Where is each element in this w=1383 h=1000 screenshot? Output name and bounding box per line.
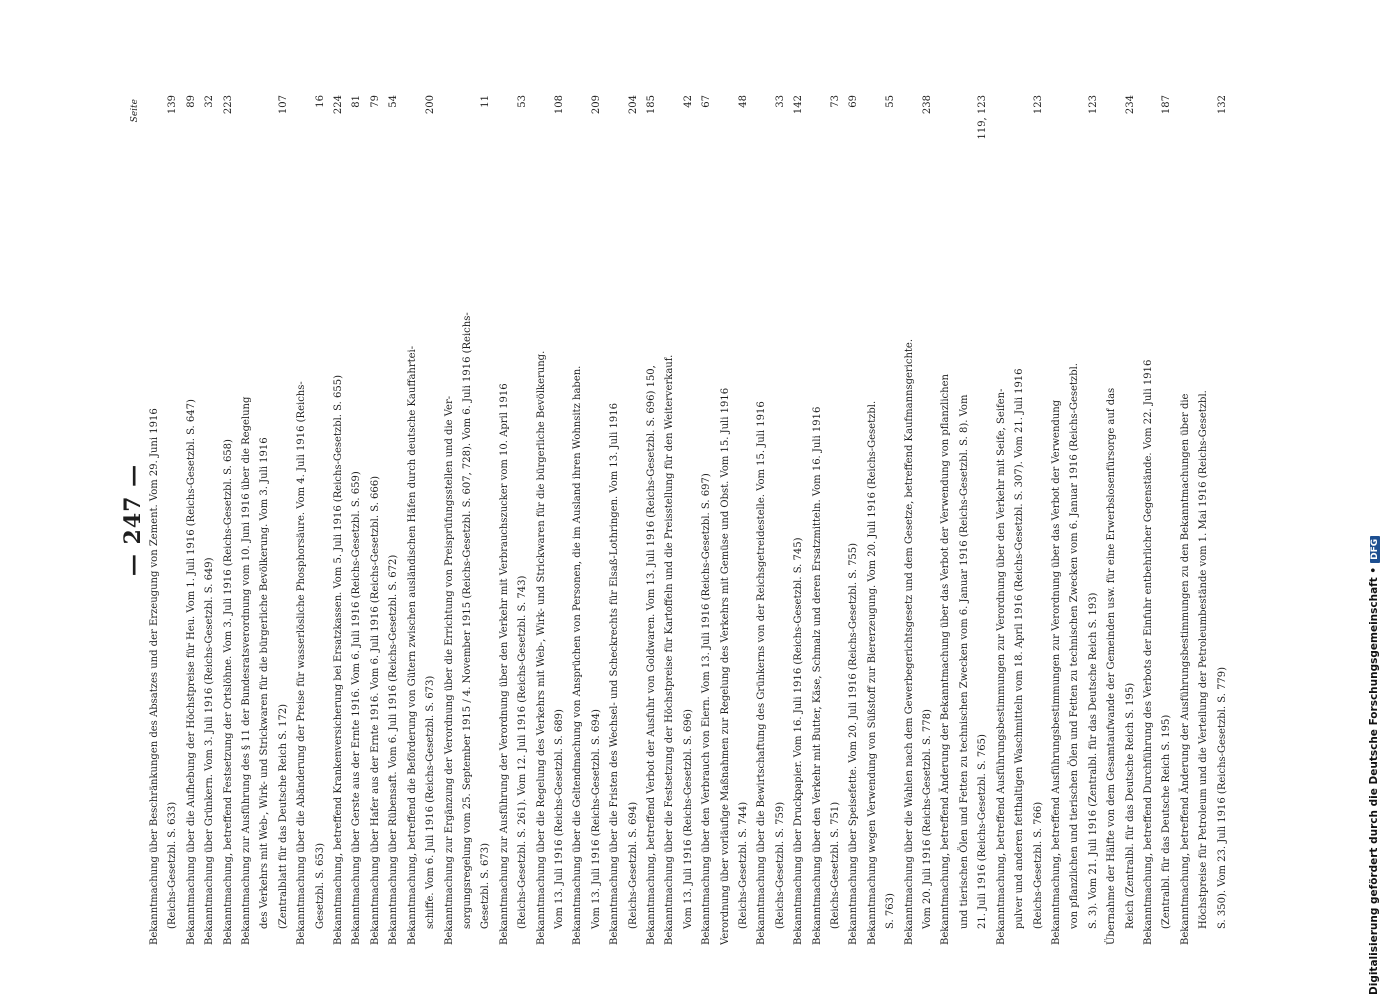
entry-text: (Reichs-Gesetzbl. S. 694)	[627, 801, 639, 929]
entry-text: Reich (Zentralbl. für das Deutsche Reich S. 195)	[1124, 682, 1136, 929]
entry-text: Vom 13. Juli 1916 (Reichs-Gesetzbl. S. 694)	[590, 709, 602, 929]
entry-page-number: 48	[738, 95, 749, 108]
entry-page-number: 53	[517, 95, 529, 108]
entry-text: S. 350). Vom 23. Juli 1916 (Reichs-Gesetzbl. S. 779)	[1216, 666, 1228, 929]
index-entry	[1140, 95, 1158, 945]
page-column-label: Seite	[130, 99, 140, 123]
entry-page-number: 200	[425, 95, 437, 115]
index-entry	[1048, 95, 1066, 945]
index-entry-continuation	[1011, 95, 1029, 945]
index-entry-continuation	[588, 95, 606, 945]
entry-text: und tierischen Ölen und Fetten zu technischen Zwecken vom 6. Januar 1916 (Reichs-Gesetzbl. S. 8). Vom	[958, 394, 970, 929]
index-entry-continuation	[514, 95, 532, 945]
stamp-text: Digitalisierung gefördert durch die Deutsche Forschungsgemeinschaft •	[1368, 566, 1380, 995]
entry-text: Bekanntmachung, betreffend Ausführungsbestimmungen zur Verordnung über den Verkehr mit Seife, Seifen-	[995, 388, 1007, 945]
entry-text: Bekanntmachung über Beschränkungen des Absatzes und der Erzeugung von Zement. Vom 29. Juni 1916	[149, 408, 160, 945]
index-entry	[643, 95, 661, 945]
entry-text: Bekanntmachung über die Abänderung der Preise für wasserlösliche Phosphorsäure. Vom 4. Juli 1916 (Reichs-	[296, 381, 308, 945]
entry-text: Bekanntmachung über Druckpapier. Vom 16. Juli 1916 (Reichs-Gesetzbl. S. 745)	[793, 537, 805, 945]
entry-text: Verordnung über vorläufige Maßnahmen zur Regelung des Verkehrs mit Gemüse und Obst. Vom 15. Juli 1916	[719, 387, 731, 945]
entry-page-number: 67	[701, 95, 713, 108]
entry-text: Bekanntmachung zur Ausführung der Verordnung über den Verkehr mit Verbrauchszucker vom 10. April 1916	[498, 383, 510, 945]
index-entry	[901, 95, 919, 945]
entry-text: Bekanntmachung wegen Verwendung von Süßstoff zur Biererzeugung. Vom 20. Juli 1916 (Reichs-Gesetzbl.	[866, 400, 878, 945]
index-entry	[367, 95, 385, 945]
index-entry	[606, 95, 624, 945]
index-entry-continuation	[164, 95, 182, 945]
entry-text: Bekanntmachung über die Bewirtschaftung des Grünkerns von der Reichsgetreidestelle. Vom 15. Juli 1916	[756, 401, 768, 945]
index-entry	[809, 95, 827, 945]
entry-text: Bekanntmachung über Gerste aus der Ernte 1916. Vom 6. Juli 1916 (Reichs-Gesetzbl. S. 659)	[351, 471, 363, 945]
index-entry	[1103, 95, 1121, 945]
entry-text: Höchstpreise für Petroleum und die Verteilung der Petroleumbestände vom 1. Mai 1916 (Reichs-Gesetzbl.	[1198, 390, 1210, 929]
index-entry	[864, 95, 882, 945]
index-entry-continuation	[275, 95, 293, 945]
entry-text: Gesetzbl. S. 653)	[314, 842, 326, 929]
index-entry-continuation	[1195, 95, 1213, 945]
entry-text: Übernahme der Hälfte von dem Gesamtaufwande der Gemeinden usw. für eine Erwerbslosenfürsorge auf das	[1106, 387, 1118, 945]
entry-page-number: 204	[627, 95, 639, 115]
entry-text: sorgungsregelung vom 25. September 1915 / 4. November 1915 (Reichs-Gesetzbl. S. 607, 728). Vom 6. Juli 1916 (Reichs-	[461, 312, 473, 929]
entry-page-number: 224	[333, 95, 345, 115]
entry-page-number: 42	[682, 95, 694, 108]
index-entry-continuation	[1066, 95, 1084, 945]
entry-text: Bekanntmachung über die Regelung des Verkehrs mit Web-, Wirk- und Strickwaren für die bürgerliche Bevölkerung.	[535, 350, 547, 945]
entry-text: schiffe. Vom 6. Juli 1916 (Reichs-Gesetzbl. S. 673)	[425, 675, 437, 929]
index-entry-continuation	[974, 95, 992, 945]
entry-text: S. 3). Vom 21. Juli 1916 (Zentralbl. für das Deutsche Reich S. 193)	[1087, 592, 1099, 929]
page-number: — 247 —	[120, 463, 146, 577]
index-entry-continuation	[625, 95, 643, 945]
index-entry	[496, 95, 514, 945]
index-entry	[385, 95, 403, 945]
entry-text: von pflanzlichen und tierischen Ölen und Fetten zu technischen Zwecken vom 6. Januar 1916 (Reichs-Gesetzbl.	[1069, 363, 1081, 929]
entry-text: Bekanntmachung über die Fristen des Wechsel- und Scheckrechts für Elsaß-Lothringen. Vom 13. Juli 1916	[609, 403, 621, 945]
rotated-page	[120, 95, 1228, 945]
index-entry	[937, 95, 955, 945]
index-entry	[533, 95, 551, 945]
entry-text: Vom 13. Juli 1916 (Reichs-Gesetzbl. S. 696)	[682, 709, 694, 929]
entry-page-number: 81	[351, 95, 363, 108]
entry-text: Bekanntmachung, betreffend Ausführungsbestimmungen zur Verordnung über das Verbot der Verwendung	[1050, 399, 1062, 945]
entry-text: 21. Juli 1916 (Reichs-Gesetzbl. S. 765)	[977, 734, 989, 929]
entry-text: Vom 13. Juli 1916 (Reichs-Gesetzbl. S. 689)	[553, 709, 565, 929]
entry-text: des Verkehrs mit Web-, Wirk- und Strickwaren für die bürgerliche Bevölkerung. Vom 3. Juli 1916	[259, 437, 271, 929]
entry-text: (Zentralbl. für das Deutsche Reich S. 195)	[1161, 714, 1173, 929]
index-entry	[661, 95, 679, 945]
entry-page-number: 209	[590, 95, 602, 115]
entry-text: Bekanntmachung über die Festsetzung der Höchstpreise für Kartoffeln und die Preisstellung für den Weiterverkauf.	[664, 354, 676, 945]
index-entry	[717, 95, 735, 945]
index-entry-continuation	[1122, 95, 1140, 945]
entry-page-number: 123	[1087, 95, 1099, 115]
entry-page-number: 33	[774, 95, 786, 108]
entry-text: (Zentralblatt für das Deutsche Reich S. 172)	[277, 703, 289, 929]
entry-text: (Reichs-Gesetzbl. S. 751)	[830, 801, 842, 929]
index-entry	[404, 95, 422, 945]
entry-page-number: 234	[1124, 95, 1136, 115]
entry-page-number: 16	[314, 95, 326, 108]
entry-text: Vom 20. Juli 1916 (Reichs-Gesetzbl. S. 778)	[922, 709, 934, 929]
index-entry-continuation	[735, 95, 753, 945]
entry-text: S. 763)	[885, 893, 897, 929]
entry-text: (Reichs-Gesetzbl. S. 261). Vom 12. Juli 1916 (Reichs-Gesetzbl. S. 743)	[517, 575, 529, 929]
index-entry	[993, 95, 1011, 945]
entry-page-number: 32	[204, 95, 216, 108]
index-entry	[183, 95, 201, 945]
entry-page-number: 119, 123	[977, 95, 989, 140]
entry-page-number: 54	[388, 95, 400, 108]
index-entry-continuation	[827, 95, 845, 945]
entry-page-number: 73	[830, 95, 842, 108]
entry-list	[146, 95, 1232, 945]
entry-text: (Reichs-Gesetzbl. S. 744)	[738, 801, 749, 929]
entry-page-number: 238	[922, 95, 934, 115]
index-entry-continuation	[882, 95, 900, 945]
entry-text: Bekanntmachung über den Verkehr mit Butter, Käse, Schmalz und deren Ersatzmitteln. Vom 16. Juli 1916	[811, 406, 823, 945]
index-entry	[845, 95, 863, 945]
entry-page-number: 187	[1161, 95, 1173, 115]
index-entry-continuation	[919, 95, 937, 945]
index-entry	[441, 95, 459, 945]
entry-text: Bekanntmachung, betreffend Krankenversicherung bei Ersatzkassen. Vom 5. Juli 1916 (Reichs-Gesetzbl. S. 655)	[333, 375, 345, 945]
entry-text: Bekanntmachung über die Aufhebung der Höchstpreise für Heu. Vom 1. Juli 1916 (Reichs-Gesetzbl. S. 647)	[185, 399, 197, 945]
digitization-stamp	[1368, 536, 1380, 995]
index-entry	[1177, 95, 1195, 945]
entry-page-number: 139	[167, 95, 179, 115]
entry-page-number: 107	[277, 95, 289, 115]
entry-text: Gesetzbl. S. 673)	[480, 842, 492, 929]
entry-page-number: 123	[1032, 95, 1044, 115]
dfg-logo: DFG	[1370, 536, 1380, 563]
entry-page-number: 185	[645, 95, 657, 115]
entry-text: (Reichs-Gesetzbl. S. 759)	[774, 801, 786, 929]
index-entry	[753, 95, 771, 945]
index-entry-continuation	[477, 95, 495, 945]
entry-text: Bekanntmachung, betreffend Durchführung des Verbots der Einfuhr entbehrlicher Gegenstände. Vom 22. Juli 1916	[1142, 359, 1154, 945]
index-entry	[348, 95, 366, 945]
index-entry	[569, 95, 587, 945]
entry-text: Bekanntmachung zur Ergänzung der Verordnung über die Errichtung von Preisprüfungsstellen und die Ver-	[443, 395, 455, 945]
index-entry-continuation	[1214, 95, 1232, 945]
entry-text: Bekanntmachung über Rübensaft. Vom 6. Juli 1916 (Reichs-Gesetzbl. S. 672)	[388, 554, 400, 945]
index-entry	[220, 95, 238, 945]
entry-text: pulver und anderen fetthaltigen Waschmitteln vom 18. April 1916 (Reichs-Gesetzbl. S. 307). Vom 21. Juli 1916	[1014, 368, 1026, 929]
index-entry-continuation	[422, 95, 440, 945]
index-entry-continuation	[1030, 95, 1048, 945]
entry-text: Bekanntmachung, betreffend Änderung der Ausführungsbestimmungen zu den Bekanntmachungen über die	[1179, 393, 1191, 945]
entry-text: Bekanntmachung über die Geltendmachung von Ansprüchen von Personen, die im Ausland ihren Wohnsitz haben.	[572, 365, 584, 945]
index-entry	[698, 95, 716, 945]
entry-page-number: 89	[185, 95, 197, 108]
entry-page-number: 11	[480, 95, 492, 108]
index-entry	[790, 95, 808, 945]
index-entry	[146, 95, 164, 945]
index-entry-continuation	[1085, 95, 1103, 945]
entry-text: Bekanntmachung über den Verbrauch von Eiern. Vom 13. Juli 1916 (Reichs-Gesetzbl. S. 697)	[701, 473, 713, 945]
index-entry-continuation	[459, 95, 477, 945]
entry-text: Bekanntmachung zur Ausführung des § 11 der Bundesratsverordnung vom 10. Juni 1916 über die Regelung	[241, 396, 253, 945]
index-entry-continuation	[956, 95, 974, 945]
index-entry	[293, 95, 311, 945]
entry-text: Bekanntmachung über Hafer aus der Ernte 1916. Vom 6. Juli 1916 (Reichs-Gesetzbl. S. 666)	[369, 475, 381, 945]
index-entry-continuation	[1158, 95, 1176, 945]
entry-text: Bekanntmachung, betreffend Verbot der Ausfuhr von Goldwaren. Vom 13. Juli 1916 (Reichs-Gesetzbl. S. 696) 150,	[645, 365, 657, 945]
index-entry-continuation	[680, 95, 698, 945]
index-entry-continuation	[772, 95, 790, 945]
entry-text: Bekanntmachung, betreffend Festsetzung der Ortslöhne. Vom 3. Juli 1916 (Reichs-Gesetzbl. S. 658)	[222, 439, 234, 945]
index-entry-continuation	[256, 95, 274, 945]
entry-page-number: 132	[1216, 95, 1228, 115]
entry-page-number: 108	[553, 95, 565, 115]
entry-page-number: 142	[793, 95, 805, 115]
entry-page-number: 79	[369, 95, 381, 108]
entry-text: Bekanntmachung, betreffend Änderung der Bekanntmachung über das Verbot der Verwendung von pflanzlichen	[940, 374, 952, 945]
index-entry	[238, 95, 256, 945]
entry-text: (Reichs-Gesetzbl. S. 633)	[167, 801, 179, 929]
entry-page-number: 55	[885, 95, 897, 108]
entry-page-number: 223	[222, 95, 234, 115]
entry-text: Bekanntmachung über Grünkern. Vom 3. Juli 1916 (Reichs-Gesetzbl. S. 649)	[204, 557, 216, 945]
index-entry-continuation	[551, 95, 569, 945]
entry-text: (Reichs-Gesetzbl. S. 766)	[1032, 801, 1044, 929]
entry-page-number: 69	[848, 95, 860, 108]
entry-text: Bekanntmachung, betreffend die Beförderung von Gütern zwischen ausländischen Häfen durch deutsche Kauffahrtei-	[406, 345, 418, 945]
index-entry	[201, 95, 219, 945]
entry-text: Bekanntmachung über die Wahlen nach dem Gewerbegerichtsgesetz und dem Gesetze, betreffend Kaufmannsgerichte.	[903, 338, 915, 945]
index-entry	[330, 95, 348, 945]
index-entry-continuation	[312, 95, 330, 945]
entry-text: Bekanntmachung über Speisefette. Vom 20. Juli 1916 (Reichs-Gesetzbl. S. 755)	[848, 542, 860, 945]
